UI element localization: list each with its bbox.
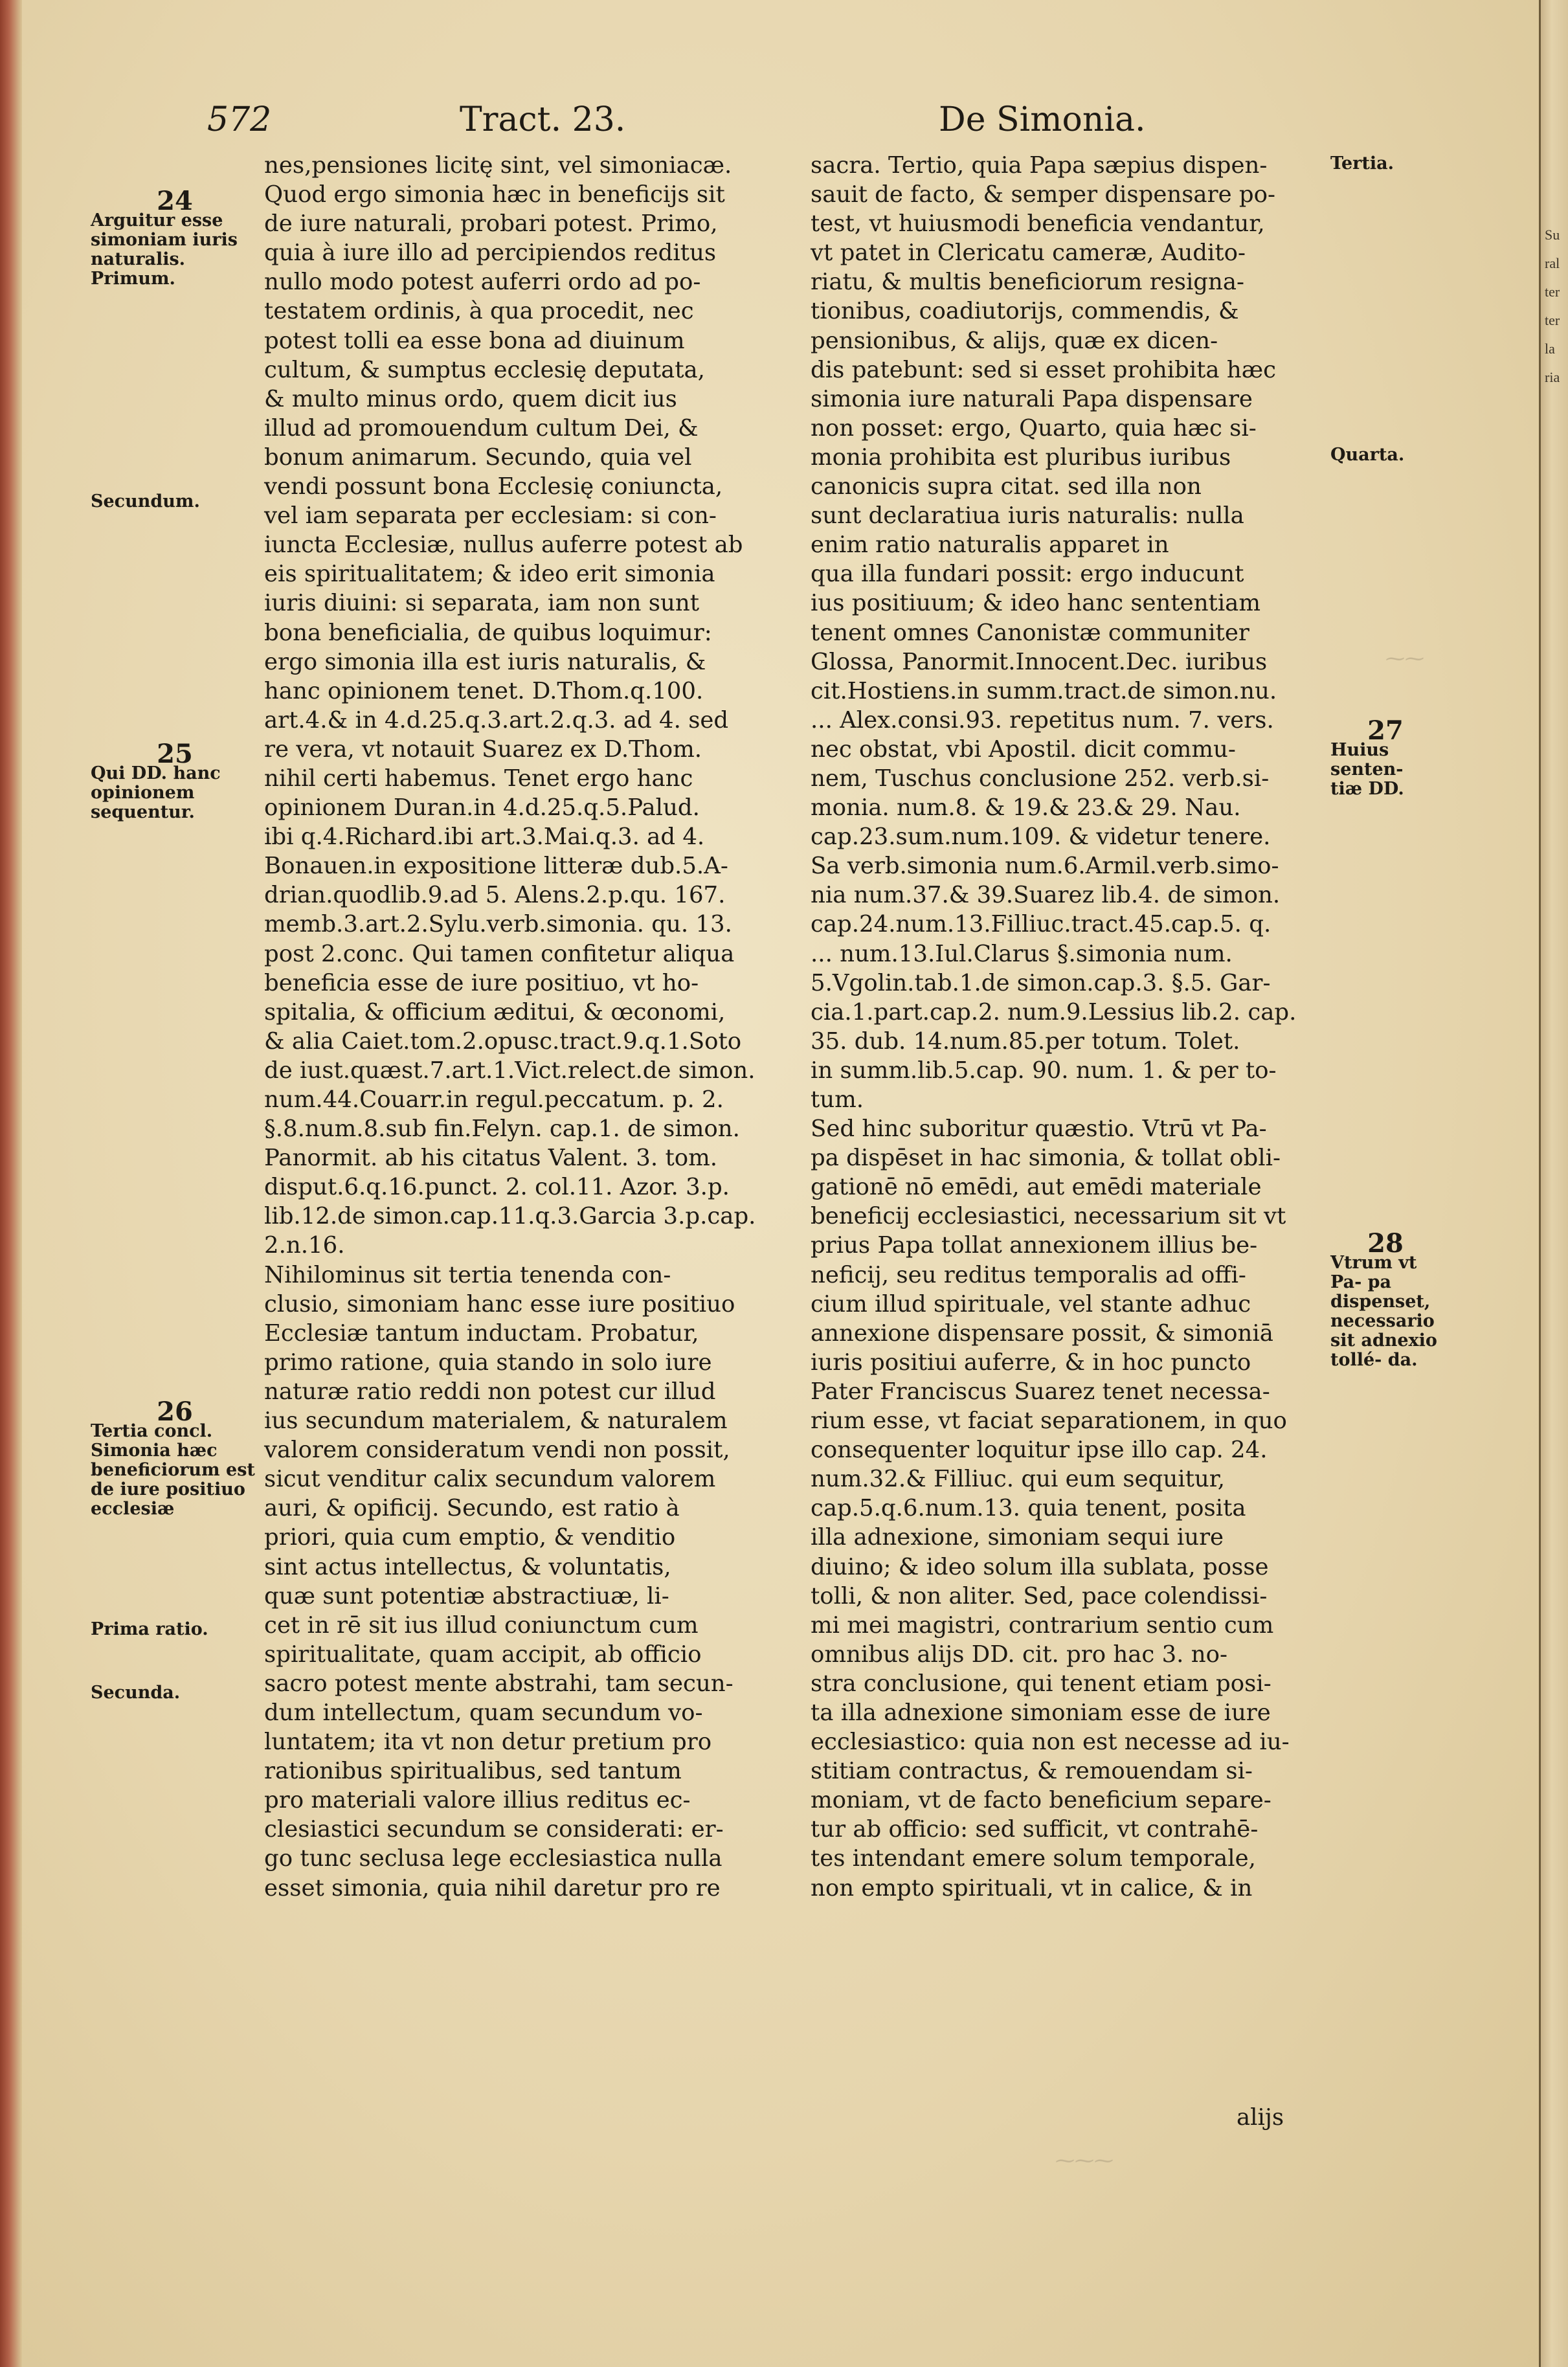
text-line: quia à iure illo ad percipiendos reditus	[264, 240, 717, 267]
text-line: monia. num.8. & 19.& 23.& 29. Nau.	[811, 794, 1241, 822]
text-line: & multo minus ordo, quem dicit ius	[264, 385, 677, 412]
text-line: iuris diuini: si separata, iam non sunt	[264, 590, 699, 617]
right-text-column	[811, 151, 1334, 1903]
text-line: disput.6.q.16.punct. 2. col.11. Azor. 3.p.	[264, 1174, 730, 1201]
text-line: go tunc seclusa lege ecclesiastica nulla	[264, 1845, 722, 1872]
text-line: 5.Vgolin.tab.1.de simon.cap.3. §.5. Gar-	[811, 969, 1271, 996]
text-line: ta illa adnexione simoniam esse de iure	[811, 1699, 1271, 1726]
text-line: bona beneficialia, de quibus loquimur:	[264, 619, 712, 646]
text-line: mi mei magistri, contrarium sentio cum	[811, 1611, 1274, 1639]
text-line: cap.24.num.13.Filliuc.tract.45.cap.5. q.	[811, 911, 1271, 938]
text-line: priori, quia cum emptio, & venditio	[264, 1524, 676, 1551]
text-line: post 2.conc. Qui tamen confitetur aliqua	[264, 940, 735, 967]
text-line: consequenter loquitur ipse illo cap. 24.	[811, 1437, 1268, 1464]
text-line: ... num.13.Iul.Clarus §.simonia num.	[811, 940, 1233, 967]
text-line: tur ab officio: sed sufficit, vt contrahē-	[811, 1816, 1259, 1843]
text-line: Glossa, Panormit.Innocent.Dec. iuribus	[811, 648, 1268, 675]
text-line: sunt declaratiua iuris naturalis: nulla	[811, 502, 1244, 530]
tract-heading: Tract. 23.	[460, 100, 626, 139]
adjacent-page-fragment: ral	[1545, 255, 1560, 271]
text-line: dis patebunt: sed si esset prohibita hæc	[811, 356, 1276, 383]
text-line: de iust.quæst.7.art.1.Vict.relect.de simon.	[264, 1057, 756, 1084]
marginal-note	[1330, 1228, 1440, 1370]
text-line: re vera, vt notauit Suarez ex D.Thom.	[264, 735, 702, 763]
text-line: monia prohibita est pluribus iuribus	[811, 443, 1231, 471]
marginal-note	[91, 1397, 259, 1519]
text-line: quæ sunt potentiæ abstractiuæ, li-	[264, 1582, 669, 1610]
marginal-label: Qui DD. hanc opinionem sequentur.	[91, 763, 221, 822]
text-line: sacra. Tertio, quia Papa sæpius dispen-	[811, 152, 1268, 179]
text-line: non posset: ergo, Quarto, quia hæc si-	[811, 414, 1257, 442]
text-line: beneficij ecclesiastici, necessarium sit vt	[811, 1203, 1286, 1230]
bleed-through-ink: ⁓⁓⁓	[1055, 2149, 1114, 2172]
text-line: ius secundum materialem, & naturalem	[264, 1408, 728, 1435]
adjacent-page-edge	[1539, 0, 1568, 2367]
text-line: beneficia esse de iure positiuo, vt ho-	[264, 969, 699, 996]
marginal-note	[91, 492, 259, 511]
marginal-note	[91, 1620, 259, 1639]
text-line: cium illud spirituale, vel stante adhuc	[811, 1290, 1251, 1318]
text-line: cia.1.part.cap.2. num.9.Lessius lib.2. cap.	[811, 998, 1297, 1026]
text-line: num.44.Couarr.in regul.peccatum. p. 2.	[264, 1086, 724, 1113]
text-line: spitalia, & officium æditui, & œconomi,	[264, 998, 726, 1026]
bleed-through-ink: ⁓⁓	[1385, 647, 1424, 670]
text-line: diuino; & ideo solum illa sublata, posse	[811, 1553, 1269, 1580]
text-line: lib.12.de simon.cap.11.q.3.Garcia 3.p.cap.	[264, 1203, 756, 1230]
marginal-note	[91, 186, 259, 289]
marginal-label: Secunda.	[91, 1683, 181, 1703]
text-line: rium esse, vt faciat separationem, in quo	[811, 1408, 1287, 1435]
text-line: illa adnexione, simoniam sequi iure	[811, 1524, 1224, 1551]
page-number: 572	[207, 100, 272, 139]
adjacent-page-fragment: Su	[1545, 227, 1560, 243]
text-line: §.8.num.8.sub fin.Felyn. cap.1. de simon.	[264, 1116, 740, 1143]
text-line: opinionem Duran.in 4.d.25.q.5.Palud.	[264, 794, 700, 822]
text-line: prius Papa tollat annexionem illius be-	[811, 1232, 1258, 1259]
text-line: cultum, & sumptus ecclesię deputata,	[264, 356, 705, 383]
text-line: Sa verb.simonia num.6.Armil.verb.simo-	[811, 853, 1279, 880]
text-line: de iure naturali, probari potest. Primo,	[264, 210, 718, 238]
text-line: vt patet in Clericatu cameræ, Audito-	[811, 240, 1246, 267]
text-line: ecclesiastico: quia non est necesse ad iu-	[811, 1729, 1290, 1756]
text-line: art.4.& in 4.d.25.q.3.art.2.q.3. ad 4. sed	[264, 706, 729, 734]
text-line: nec obstat, vbi Apostil. dicit commu-	[811, 735, 1236, 763]
text-line: omnibus alijs DD. cit. pro hac 3. no-	[811, 1641, 1227, 1668]
text-line: test, vt huiusmodi beneficia vendantur,	[811, 210, 1265, 238]
text-line: Quod ergo simonia hæc in beneficijs sit	[264, 181, 725, 208]
text-line: vendi possunt bona Ecclesię coniuncta,	[264, 473, 723, 500]
text-line: potest tolli ea esse bona ad diuinum	[264, 327, 685, 354]
text-line: moniam, vt de facto beneficium separe-	[811, 1787, 1271, 1814]
text-line: Sed hinc suboritur quæstio. Vtrū vt Pa-	[811, 1116, 1267, 1143]
marginal-label: Prima ratio.	[91, 1619, 208, 1639]
text-line: cap.5.q.6.num.13. quia tenent, posita	[811, 1495, 1246, 1522]
marginal-label: Arguitur esse simoniam iuris naturalis. Primum.	[91, 210, 238, 289]
catchword: alijs	[1237, 2104, 1284, 2131]
text-line: bonum animarum. Secundo, quia vel	[264, 443, 692, 471]
text-line: stra conclusione, qui tenent etiam posi-	[811, 1670, 1271, 1697]
text-line: illud ad promouendum cultum Dei, &	[264, 414, 699, 442]
text-line: vel iam separata per ecclesiam: si con-	[264, 502, 717, 530]
text-line: rationibus spiritualibus, sed tantum	[264, 1758, 682, 1785]
text-line: nullo modo potest auferri ordo ad po-	[264, 269, 701, 296]
paragraph-number: 25	[157, 739, 193, 769]
text-line: nes,pensiones licitę sint, vel simoniacæ.	[264, 152, 732, 179]
text-line: ergo simonia illa est iuris naturalis, &	[264, 648, 706, 675]
text-line: in summ.lib.5.cap. 90. num. 1. & per to-	[811, 1057, 1277, 1084]
text-line: nia num.37.& 39.Suarez lib.4. de simon.	[811, 882, 1281, 909]
text-line: valorem consideratum vendi non possit,	[264, 1437, 730, 1464]
text-line: iuncta Ecclesiæ, nullus auferre potest ab	[264, 532, 743, 559]
text-line: Bonauen.in expositione litteræ dub.5.A-	[264, 853, 728, 880]
adjacent-page-fragment: ter	[1545, 284, 1560, 300]
paragraph-number: 27	[1367, 715, 1404, 746]
marginal-note	[91, 1683, 259, 1703]
text-line: testatem ordinis, à qua procedit, nec	[264, 298, 694, 325]
text-line: ... Alex.consi.93. repetitus num. 7. vers.	[811, 706, 1274, 734]
text-line: non empto spirituali, vt in calice, & in	[811, 1874, 1253, 1901]
page-edge	[0, 0, 22, 2367]
marginal-label: Tertia concl. Simonia hæc beneficiorum est de iure positiuo ecclesiæ	[91, 1421, 255, 1519]
text-line: cit.Hostiens.in summ.tract.de simon.nu.	[811, 677, 1277, 704]
text-line: sacro potest mente abstrahi, tam secun-	[264, 1670, 734, 1697]
text-line: hanc opinionem tenet. D.Thom.q.100.	[264, 677, 704, 704]
text-line: Ecclesiæ tantum inductam. Probatur,	[264, 1319, 699, 1347]
adjacent-page-fragment: ter	[1545, 312, 1560, 328]
text-line: simonia iure naturali Papa dispensare	[811, 385, 1253, 412]
text-line: pa dispēset in hac simonia, & tollat obli-	[811, 1145, 1281, 1172]
text-line: esset simonia, quia nihil daretur pro re	[264, 1874, 721, 1901]
text-line: auri, & opificij. Secundo, est ratio à	[264, 1495, 680, 1522]
left-text-column	[264, 151, 781, 1903]
marginal-label: Tertia.	[1330, 153, 1394, 174]
text-line: sint actus intellectus, & voluntatis,	[264, 1553, 671, 1580]
text-line: clusio, simoniam hanc esse iure positiuo	[264, 1290, 735, 1318]
text-line: Panormit. ab his citatus Valent. 3. tom.	[264, 1145, 718, 1172]
text-line: Nihilominus sit tertia tenenda con-	[264, 1261, 671, 1288]
marginal-note	[1330, 154, 1440, 174]
text-line: tionibus, coadiutorijs, commendis, &	[811, 298, 1239, 325]
marginal-note	[1330, 715, 1440, 799]
text-line: cap.23.sum.num.109. & videtur tenere.	[811, 824, 1271, 851]
text-line: spiritualitate, quam accipit, ab officio	[264, 1641, 702, 1668]
text-line: gationē nō emēdi, aut emēdi materiale	[811, 1174, 1262, 1201]
text-line: cet in rē sit ius illud coniunctum cum	[264, 1611, 699, 1639]
running-header	[207, 100, 1321, 146]
text-line: tes intendant emere solum temporale,	[811, 1845, 1256, 1872]
adjacent-page-fragment: ria	[1545, 369, 1560, 385]
marginal-label: Vtrum vt Pa- pa dispenset, necessario sit adnexio tollé- da.	[1330, 1253, 1437, 1370]
text-line: Pater Franciscus Suarez tenet necessa-	[811, 1378, 1270, 1405]
adjacent-page-fragment: la	[1545, 341, 1555, 357]
text-line: riatu, & multis beneficiorum resigna-	[811, 269, 1245, 296]
text-line: naturæ ratio reddi non potest cur illud	[264, 1378, 716, 1405]
marginal-label: Secundum.	[91, 491, 200, 511]
text-line: drian.quodlib.9.ad 5. Alens.2.p.qu. 167.	[264, 882, 726, 909]
text-line: annexione dispensare possit, & simoniā	[811, 1319, 1273, 1347]
text-line: sauit de facto, & semper dispensare po-	[811, 181, 1275, 208]
marginal-label: Quarta.	[1330, 445, 1405, 465]
text-line: tum.	[811, 1086, 864, 1113]
text-line: nihil certi habemus. Tenet ergo hanc	[264, 765, 693, 792]
text-line: tenent omnes Canonistæ communiter	[811, 619, 1249, 646]
text-line: & alia Caiet.tom.2.opusc.tract.9.q.1.Soto	[264, 1027, 742, 1055]
text-line: tolli, & non aliter. Sed, pace colendissi-	[811, 1582, 1268, 1610]
text-line: memb.3.art.2.Sylu.verb.simonia. qu. 13.	[264, 911, 732, 938]
text-line: eis spiritualitatem; & ideo erit simonia	[264, 561, 715, 588]
paragraph-number: 28	[1367, 1228, 1404, 1259]
marginal-note	[1330, 445, 1440, 465]
text-line: neficij, seu reditus temporalis ad offi-	[811, 1261, 1246, 1288]
text-line: luntatem; ita vt non detur pretium pro	[264, 1729, 712, 1756]
text-line: qua illa fundari possit: ergo inducunt	[811, 561, 1244, 588]
text-line: canonicis supra citat. sed illa non	[811, 473, 1202, 500]
text-line: enim ratio naturalis apparet in	[811, 532, 1169, 559]
marginal-note	[91, 739, 259, 822]
text-line: clesiastici secundum se considerati: er-	[264, 1816, 724, 1843]
text-line: nem, Tuschus conclusione 252. verb.si-	[811, 765, 1270, 792]
text-line: sicut venditur calix secundum valorem	[264, 1466, 716, 1493]
marginal-label: Huius senten- tiæ DD.	[1330, 740, 1404, 799]
text-line: num.32.& Filliuc. qui eum sequitur,	[811, 1466, 1226, 1493]
text-line: 2.n.16.	[264, 1232, 345, 1259]
text-line: pensionibus, & alijs, quæ ex dicen-	[811, 327, 1218, 354]
text-line: 35. dub. 14.num.85.per totum. Tolet.	[811, 1027, 1240, 1055]
text-line: pro materiali valore illius reditus ec-	[264, 1787, 691, 1814]
text-line: ibi q.4.Richard.ibi art.3.Mai.q.3. ad 4.	[264, 824, 705, 851]
text-line: primo ratione, quia stando in solo iure	[264, 1349, 712, 1376]
text-line: dum intellectum, quam secundum vo-	[264, 1699, 703, 1726]
text-line: stitiam contractus, & remouendam si-	[811, 1758, 1253, 1785]
text-line: ius positiuum; & ideo hanc sententiam	[811, 590, 1261, 617]
page-title: De Simonia.	[939, 100, 1146, 139]
paragraph-number: 26	[157, 1397, 193, 1427]
paragraph-number: 24	[157, 186, 193, 216]
text-line: iuris positiui auferre, & in hoc puncto	[811, 1349, 1251, 1376]
